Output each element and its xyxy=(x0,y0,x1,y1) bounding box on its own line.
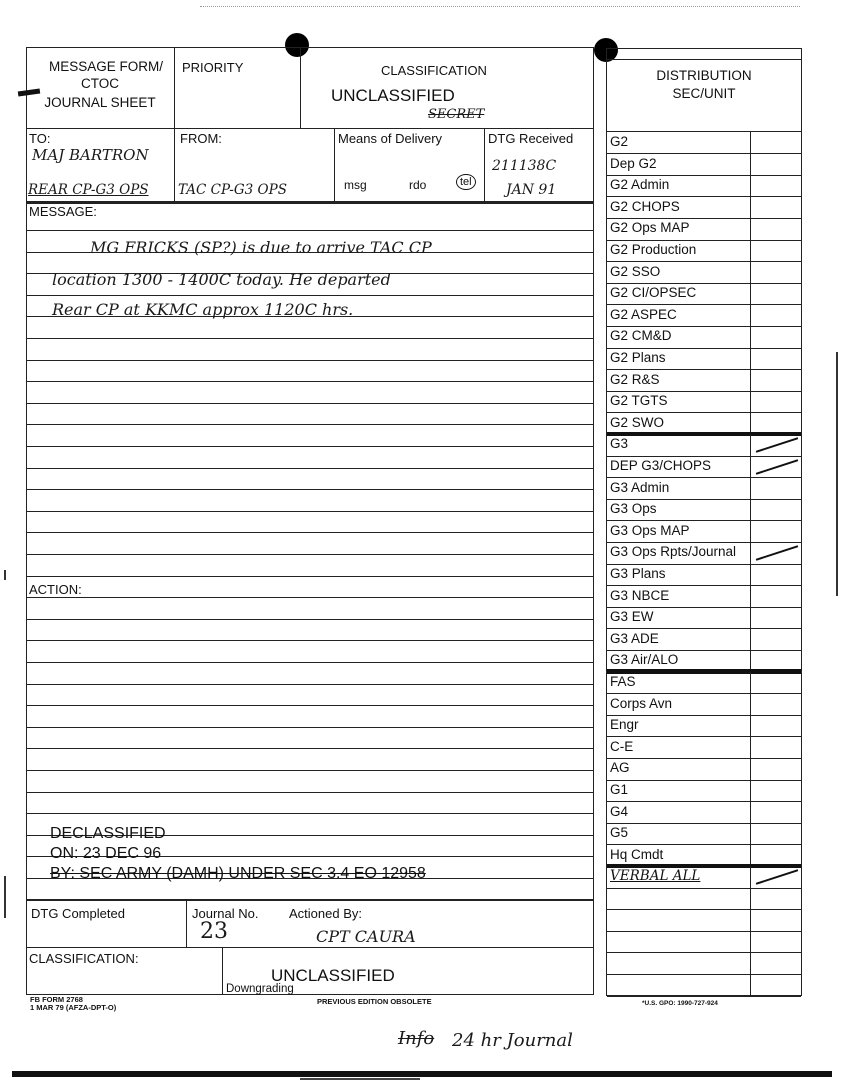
ruled-line xyxy=(26,446,594,447)
distribution-row-label: G3 Ops xyxy=(610,501,657,517)
distribution-row xyxy=(607,888,801,910)
journal-no-label: Journal No. xyxy=(192,906,259,921)
ruled-line xyxy=(26,532,594,533)
classification-label: CLASSIFICATION xyxy=(381,63,487,78)
distribution-row xyxy=(607,672,801,694)
ruled-line xyxy=(26,381,594,382)
distribution-row xyxy=(607,586,801,608)
ruled-line xyxy=(26,424,594,425)
distribution-row xyxy=(607,305,801,327)
distribution-row-label: VERBAL ALL xyxy=(610,868,701,885)
ruled-line xyxy=(26,792,594,793)
distribution-row-label: G2 xyxy=(610,134,629,149)
distribution-row xyxy=(607,456,801,478)
distribution-row xyxy=(607,564,801,586)
distribution-row xyxy=(607,823,801,845)
ruled-line xyxy=(26,619,594,620)
bottom-note: 24 hr Journal xyxy=(452,1030,573,1051)
dtg-completed-label: DTG Completed xyxy=(31,906,125,921)
distribution-row-label: AG xyxy=(610,760,630,776)
margin-dots xyxy=(4,570,6,580)
to-label: TO: xyxy=(29,131,51,146)
dtg-received-date: JAN 91 xyxy=(506,182,557,198)
distribution-row-label: G2 ASPEC xyxy=(610,306,677,322)
ruled-line xyxy=(26,338,594,339)
distribution-row xyxy=(607,802,801,824)
distribution-row xyxy=(607,737,801,759)
ruled-line xyxy=(26,295,594,296)
distribution-row xyxy=(607,866,801,888)
distribution-row-label: G2 CM&D xyxy=(610,328,672,344)
declass-title: DECLASSIFIED xyxy=(50,825,166,842)
ruled-line xyxy=(26,489,594,490)
check-mark-icon xyxy=(756,459,798,474)
message-label: MESSAGE: xyxy=(29,204,97,219)
classification-value: UNCLASSIFIED xyxy=(331,86,455,105)
ruled-line xyxy=(26,403,594,404)
action-label: ACTION: xyxy=(29,582,82,597)
check-mark-icon xyxy=(756,870,798,885)
distribution-row xyxy=(607,974,801,996)
distribution-row xyxy=(607,499,801,521)
bottom-classification-value: UNCLASSIFIED xyxy=(271,966,395,985)
distribution-row-label: G2 Admin xyxy=(610,177,670,193)
distribution-row xyxy=(607,370,801,392)
bottom-classification-label: CLASSIFICATION: xyxy=(29,951,139,966)
distribution-row xyxy=(607,348,801,370)
distribution-row xyxy=(607,758,801,780)
message-line-2: location 1300 - 1400C today. He departed xyxy=(52,270,391,289)
bottom-rule xyxy=(12,1071,832,1077)
distribution-row xyxy=(607,694,801,716)
distribution-row xyxy=(607,262,801,284)
distribution-row-label: Corps Avn xyxy=(610,695,673,711)
message-line-1: MG FRICKS (SP?) is due to arrive TAC CP xyxy=(90,238,432,257)
to-name: MAJ BARTRON xyxy=(32,146,149,164)
distribution-row xyxy=(607,845,801,867)
distribution-row-label: Hq Cmdt xyxy=(610,846,664,862)
distribution-row-label: G2 Production xyxy=(610,242,697,257)
distribution-row-label: G2 CI/OPSEC xyxy=(610,285,697,301)
distribution-header: DISTRIBUTION SEC/UNIT xyxy=(656,68,752,101)
bottom-note-struck: Info xyxy=(398,1028,435,1049)
distribution-row xyxy=(607,910,801,932)
check-mark-icon xyxy=(756,438,798,453)
actioned-by-label: Actioned By: xyxy=(289,906,362,921)
from-unit: TAC CP-G3 OPS xyxy=(178,182,287,198)
distribution-row-label: G2 TGTS xyxy=(610,393,668,409)
means-tel-circled: tel xyxy=(456,174,476,190)
journal-no-value: 23 xyxy=(200,919,228,944)
distribution-row xyxy=(607,413,801,435)
downgrading-label: Downgrading xyxy=(226,983,294,995)
from-label: FROM: xyxy=(180,131,222,146)
distribution-row-label: G3 Ops Rpts/Journal xyxy=(610,544,737,560)
declass-date: ON: 23 DEC 96 xyxy=(50,845,162,862)
ruled-line xyxy=(26,727,594,728)
distribution-row-label: G3 EW xyxy=(610,609,654,625)
actioned-by-value: CPT CAURA xyxy=(316,927,416,946)
distribution-row-label: Engr xyxy=(610,717,639,733)
distribution-row xyxy=(607,478,801,500)
distribution-row-label: G4 xyxy=(610,803,629,819)
declassified-stamp xyxy=(50,824,426,884)
distribution-row-label: G2 R&S xyxy=(610,371,660,387)
priority-label: PRIORITY xyxy=(182,60,244,75)
distribution-row xyxy=(607,650,801,672)
distribution-row-label: Dep G2 xyxy=(610,155,657,171)
distribution-row xyxy=(607,240,801,262)
ruled-line xyxy=(26,597,594,598)
ruled-line xyxy=(26,813,594,814)
ruled-line xyxy=(26,770,594,771)
distribution-row xyxy=(607,391,801,413)
ruled-line xyxy=(26,360,594,361)
ruled-line xyxy=(26,468,594,469)
distribution-row-label: G2 Plans xyxy=(610,350,666,365)
ruled-line xyxy=(26,684,594,685)
ruled-line xyxy=(26,705,594,706)
dtg-received-label: DTG Received xyxy=(488,131,574,146)
margin-mark xyxy=(836,352,838,596)
distribution-row-label: G5 xyxy=(610,825,629,841)
distribution-row-label: FAS xyxy=(610,674,636,689)
scan-noise-top xyxy=(200,6,800,10)
distribution-row xyxy=(607,175,801,197)
distribution-row xyxy=(607,607,801,629)
distribution-row xyxy=(607,434,801,456)
footer-form-number: FB FORM 2768 1 MAR 79 (AFZA-DPT-O) xyxy=(30,995,117,1012)
means-rdo: rdo xyxy=(409,178,427,192)
distribution-row-label: G2 SSO xyxy=(610,263,661,279)
distribution-row-label: G3 Plans xyxy=(610,566,666,581)
distribution-row-label: G2 SWO xyxy=(610,414,665,430)
distribution-list xyxy=(607,131,801,998)
distribution-row-label: G3 xyxy=(610,436,629,452)
distribution-row xyxy=(607,953,801,975)
distribution-row xyxy=(607,326,801,348)
declass-authority: BY: SEC ARMY (DAMH) UNDER SEC 3.4 EO 12958 xyxy=(50,865,426,882)
distribution-row xyxy=(607,521,801,543)
ruled-line xyxy=(26,554,594,555)
form-title: MESSAGE FORM/ CTOC JOURNAL SHEET xyxy=(44,59,163,110)
distribution-row xyxy=(607,283,801,305)
distribution-row-label: G3 Ops MAP xyxy=(610,522,690,538)
classification-struck: SECRET xyxy=(428,107,485,122)
to-unit: REAR CP-G3 OPS xyxy=(28,182,149,198)
distribution-row xyxy=(607,154,801,176)
distribution-row-label: C-E xyxy=(610,738,634,754)
distribution-row xyxy=(607,542,801,564)
ruled-line xyxy=(26,640,594,641)
footer-gpo: *U.S. GPO: 1990-727-924 xyxy=(642,1000,718,1007)
distribution-row-label: G3 Admin xyxy=(610,479,670,495)
distribution-row-label: G2 CHOPS xyxy=(610,198,680,214)
means-of-delivery-label: Means of Delivery xyxy=(338,131,443,146)
distribution-row xyxy=(607,780,801,802)
dtg-received-time: 211138C xyxy=(492,158,557,174)
distribution-row-label: DEP G3/CHOPS xyxy=(610,458,712,473)
distribution-panel xyxy=(606,48,802,996)
message-line-3: Rear CP at KKMC approx 1120C hrs. xyxy=(52,300,354,319)
check-mark-icon xyxy=(756,546,798,561)
distribution-row xyxy=(607,931,801,953)
distribution-row-label: G3 ADE xyxy=(610,630,659,646)
distribution-row xyxy=(607,197,801,219)
distribution-row xyxy=(607,218,801,240)
ruled-line xyxy=(26,230,594,231)
means-msg: msg xyxy=(344,178,367,192)
distribution-row-label: G2 Ops MAP xyxy=(610,220,690,236)
distribution-row-label: G3 Air/ALO xyxy=(610,652,679,668)
distribution-row xyxy=(607,715,801,737)
ruled-line xyxy=(26,748,594,749)
distribution-row xyxy=(607,132,801,154)
footer-previous-edition: PREVIOUS EDITION OBSOLETE xyxy=(317,997,432,1006)
distribution-row-label: G1 xyxy=(610,782,629,797)
ruled-line xyxy=(26,662,594,663)
distribution-row xyxy=(607,629,801,651)
ruled-line xyxy=(26,511,594,512)
ruled-line xyxy=(26,576,594,577)
distribution-row-label: G3 NBCE xyxy=(610,587,670,603)
